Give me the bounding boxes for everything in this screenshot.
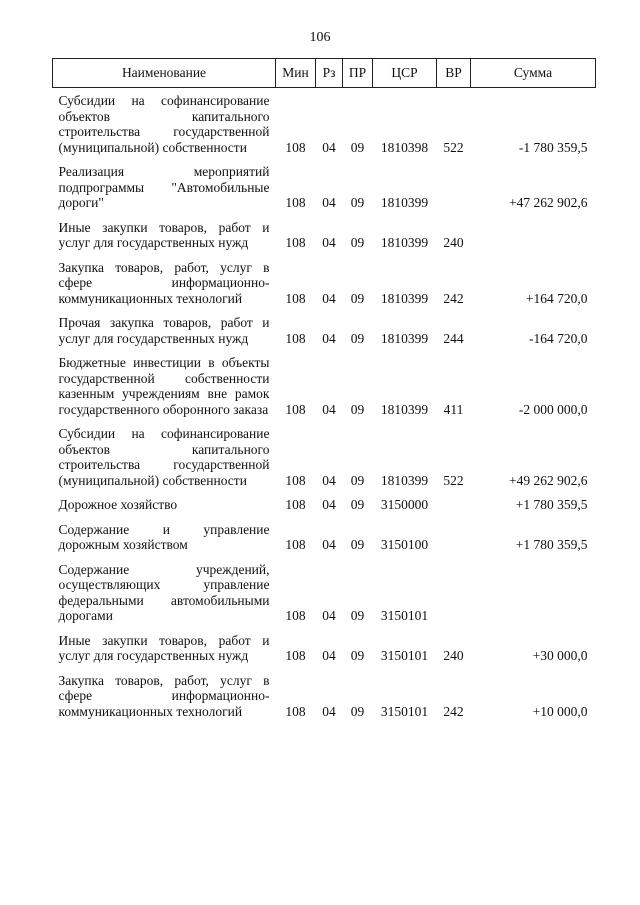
cell-sum: +49 262 902,6 [509,472,588,488]
table-row [53,628,596,668]
table-row [53,255,596,311]
cell-vr: 522 [443,472,464,488]
cell-vr [437,492,471,517]
table-header [53,59,596,88]
header-sum: Сумма [471,59,596,88]
table-row [53,88,596,160]
cell-name: Закупка товаров, работ, услуг в сфере информационно-коммуникационных технологий [58,259,270,306]
cell-pr: 09 [350,139,365,155]
page-number: 106 [309,30,331,45]
cell-csr: 1810399 [380,472,429,488]
table-row [53,350,596,421]
cell-csr: 1810399 [380,235,429,250]
cell-pr: 09 [350,703,365,719]
cell-pr: 09 [350,608,365,623]
budget-table [52,58,596,723]
cell-name: Дорожное хозяйство [58,497,178,512]
cell-min: 108 [285,290,306,306]
cell-csr: 1810399 [380,330,429,346]
cell-sum: -164 720,0 [529,330,588,346]
cell-name: Прочая закупка товаров, работ и услуг для государственных нужд [58,315,270,346]
cell-name: Иные закупки товаров, работ и услуг для государственных нужд [58,219,270,250]
cell-pr: 09 [350,235,365,250]
cell-min: 108 [285,497,306,512]
cell-vr: 240 [443,648,464,663]
header-name: Наименование [53,59,276,88]
cell-min: 108 [285,195,306,210]
cell-min: 108 [285,401,306,417]
table-row [53,310,596,350]
cell-vr [437,159,471,215]
table-row [53,159,596,215]
cell-csr: 3150000 [380,497,429,512]
header-rz: Рз [316,59,343,88]
cell-rz: 04 [322,235,336,250]
cell-name: Содержание учреждений, осуществляющих управление федеральными автомобильными дорогами [58,561,270,623]
cell-sum: +30 000,0 [532,648,588,663]
cell-pr: 09 [350,401,365,417]
cell-pr: 09 [350,472,365,488]
cell-sum: +164 720,0 [525,290,588,306]
cell-sum [471,215,596,255]
cell-min: 108 [285,608,306,623]
cell-rz: 04 [322,703,336,719]
cell-name: Субсидии на софинансирование объектов капитального строительства государственной (муниципальной) собственности [58,426,270,488]
cell-rz: 04 [322,472,336,488]
cell-sum: +1 780 359,5 [515,537,588,552]
table-row [53,557,596,628]
cell-min: 108 [285,648,306,663]
cell-csr: 3150100 [380,537,429,552]
cell-pr: 09 [350,537,365,552]
cell-csr: 1810399 [380,290,429,306]
cell-min: 108 [285,703,306,719]
header-pr: ПР [343,59,373,88]
cell-csr: 1810399 [380,401,429,417]
cell-rz: 04 [322,608,336,623]
cell-min: 108 [285,139,306,155]
cell-csr: 3150101 [380,608,429,623]
cell-pr: 09 [350,497,365,512]
header-min: Мин [276,59,316,88]
table-row [53,668,596,724]
cell-rz: 04 [322,290,336,306]
cell-sum: +47 262 902,6 [509,195,588,210]
cell-vr [437,517,471,557]
cell-rz: 04 [322,195,336,210]
cell-pr: 09 [350,195,365,210]
cell-pr: 09 [350,330,365,346]
table-row [53,421,596,492]
cell-pr: 09 [350,648,365,663]
cell-vr: 411 [443,401,464,417]
cell-rz: 04 [322,330,336,346]
header-csr: ЦСР [373,59,437,88]
cell-name: Содержание и управление дорожным хозяйством [58,521,270,552]
cell-name: Закупка товаров, работ, услуг в сфере информационно-коммуникационных технологий [58,672,270,719]
cell-vr: 240 [443,235,464,250]
cell-name: Реализация мероприятий подпрограммы "Автомобильные дороги" [58,164,270,210]
cell-vr: 244 [443,330,464,346]
cell-min: 108 [285,330,306,346]
cell-sum: +1 780 359,5 [515,497,588,512]
cell-name: Иные закупки товаров, работ и услуг для государственных нужд [58,632,270,663]
cell-min: 108 [285,537,306,552]
header-vr: ВР [437,59,471,88]
cell-rz: 04 [322,648,336,663]
cell-sum: +10 000,0 [532,703,588,719]
cell-rz: 04 [322,139,336,155]
cell-pr: 09 [350,290,365,306]
cell-csr: 1810398 [380,139,429,155]
cell-min: 108 [285,472,306,488]
cell-vr: 242 [443,290,464,306]
table-row [53,492,596,517]
cell-csr: 3150101 [380,703,429,719]
cell-csr: 3150101 [380,648,429,663]
cell-rz: 04 [322,401,336,417]
cell-rz: 04 [322,537,336,552]
cell-csr: 1810399 [380,195,429,210]
cell-sum [471,557,596,628]
table-row [53,517,596,557]
cell-min: 108 [285,235,306,250]
cell-name: Бюджетные инвестиции в объекты государственной собственности казенным учреждениям вне рамок государственного оборонного заказа [58,355,270,417]
cell-rz: 04 [322,497,336,512]
cell-name: Субсидии на софинансирование объектов капитального строительства государственной (муниципальной) собственности [58,93,270,155]
cell-vr: 522 [443,139,464,155]
cell-vr [437,557,471,628]
cell-sum: -2 000 000,0 [518,401,588,417]
table-row [53,215,596,255]
cell-vr: 242 [443,703,464,719]
cell-sum: -1 780 359,5 [518,139,588,155]
